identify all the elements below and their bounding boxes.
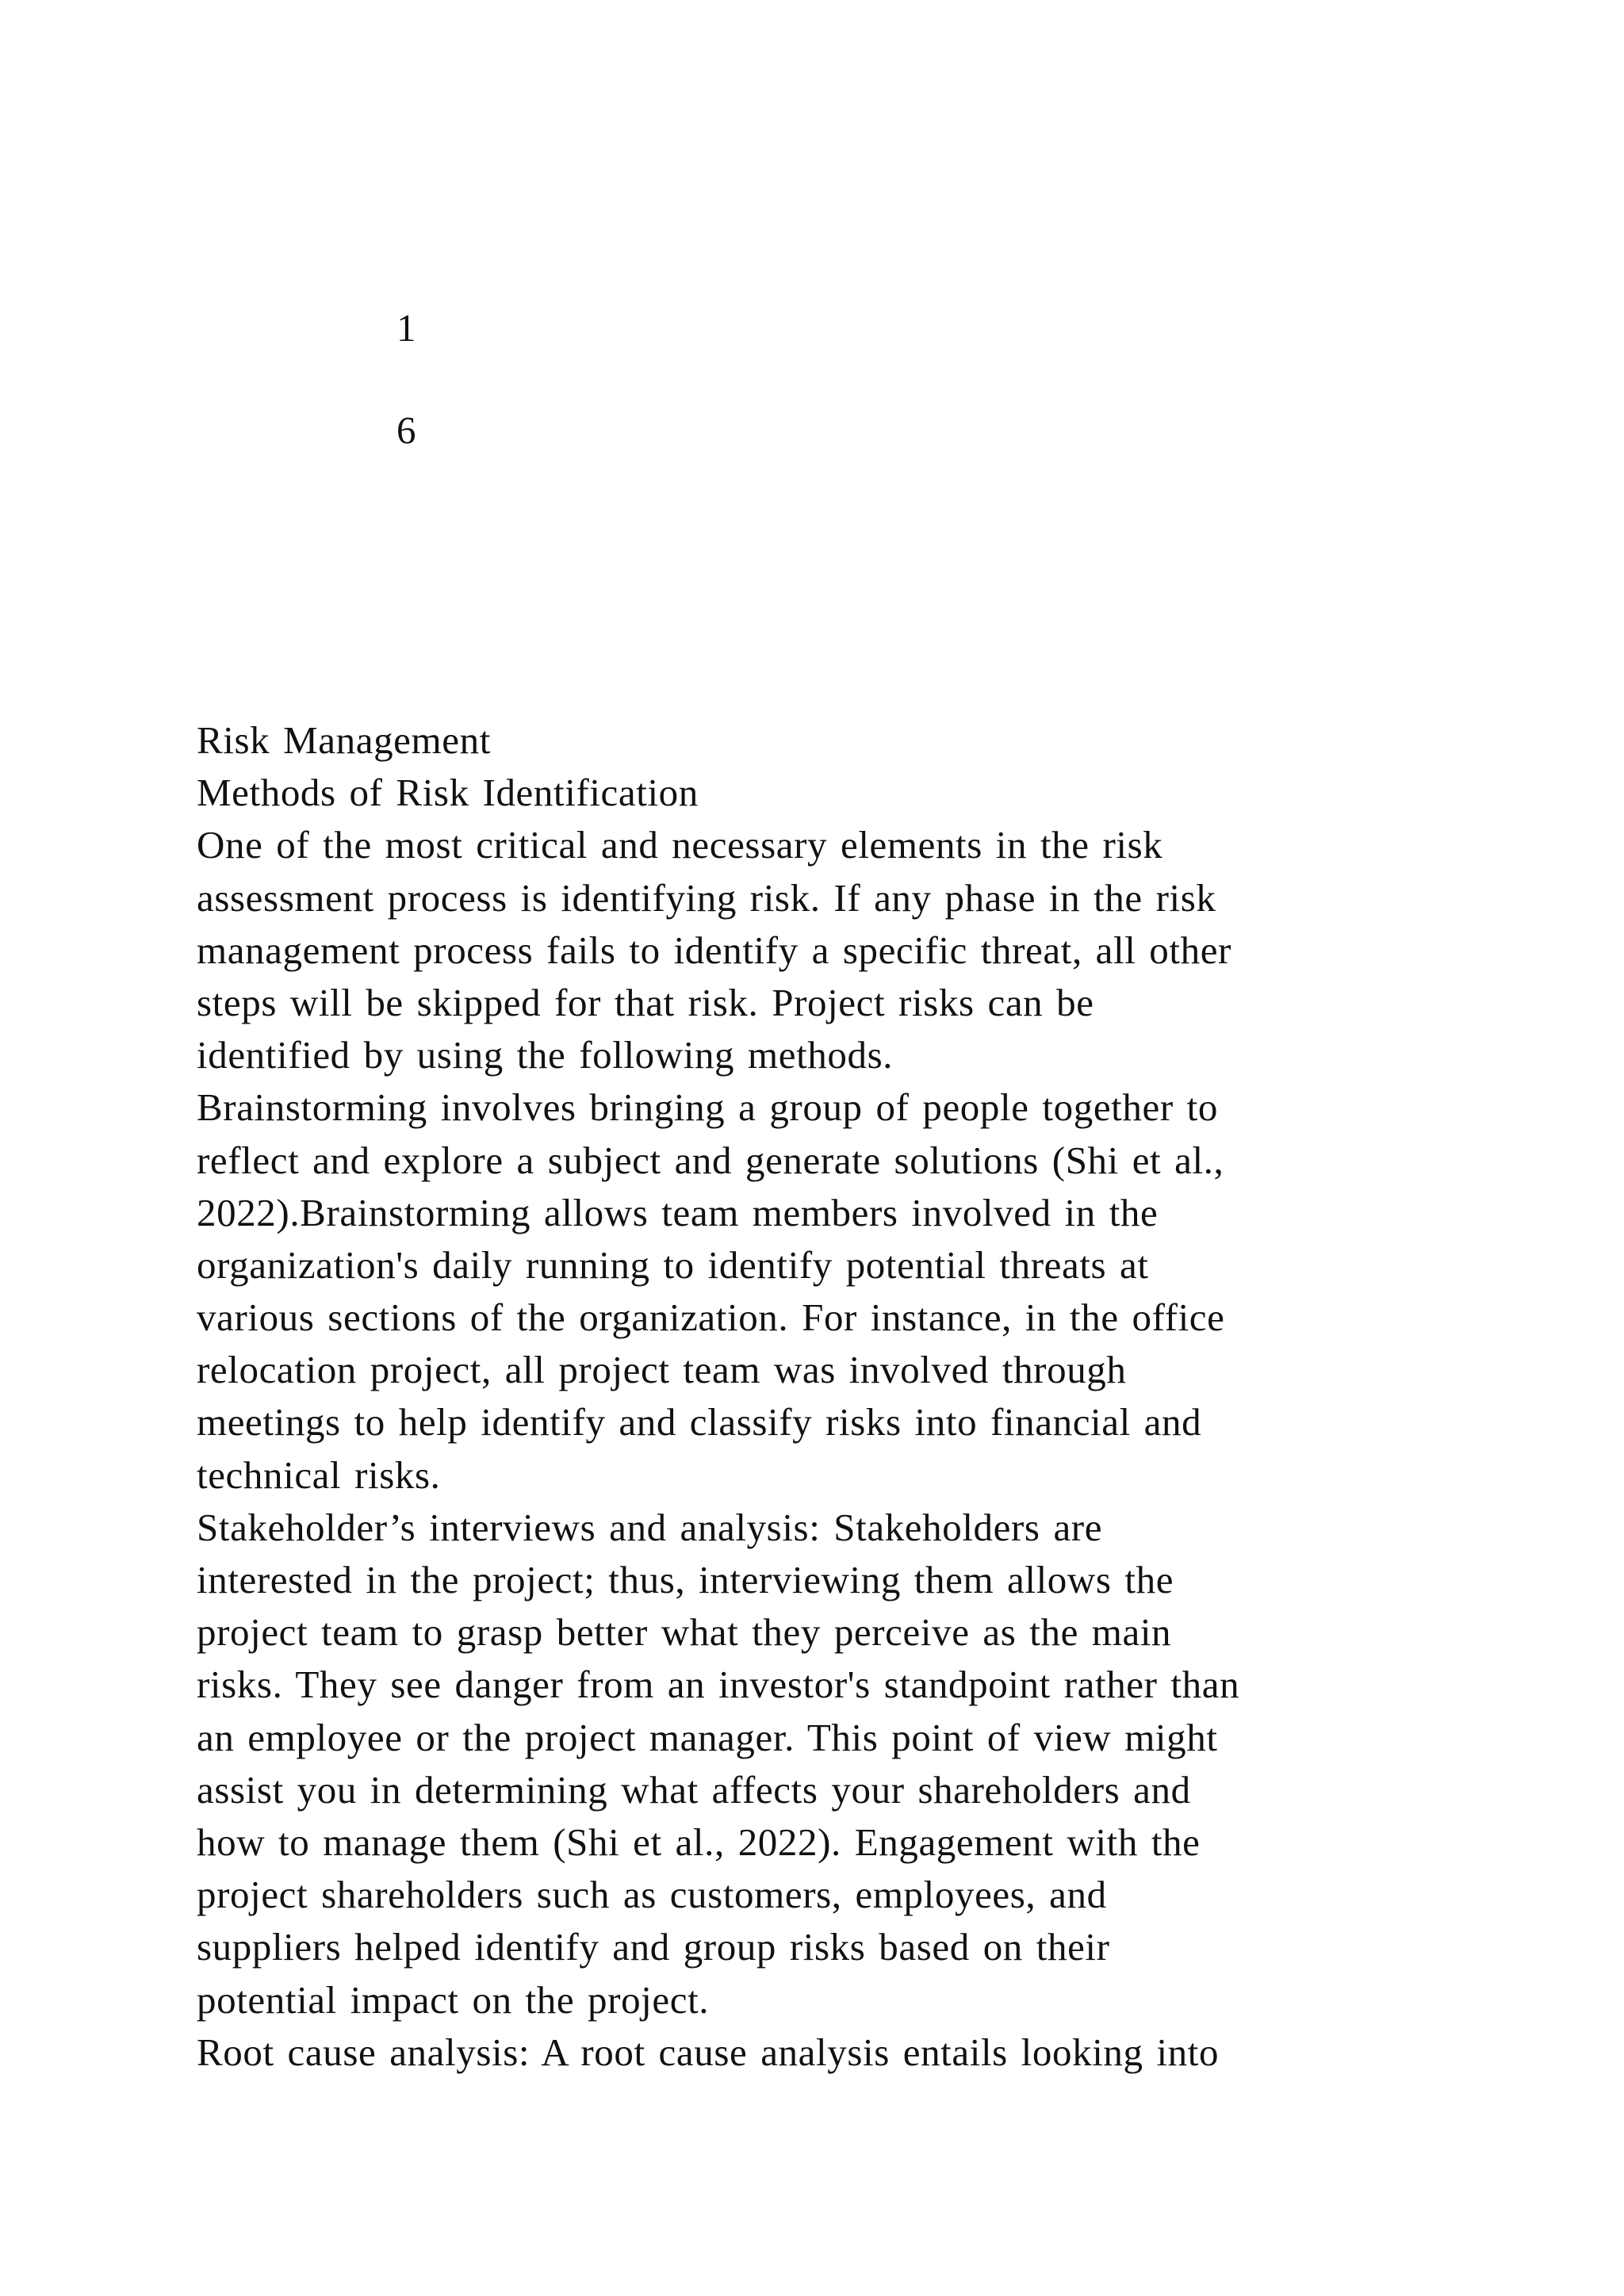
body-line: technical risks. — [197, 1452, 441, 1497]
body-line: assist you in determining what affects your shareholders and — [197, 1767, 1191, 1812]
document-title: Risk Management — [197, 718, 491, 762]
body-line: identified by using the following methods. — [197, 1033, 894, 1077]
body-line: project shareholders such as customers, employees, and — [197, 1873, 1107, 1917]
document-body — [197, 714, 1434, 2079]
body-line: risks. They see danger from an investor's standpoint rather than — [197, 1663, 1240, 1707]
body-line: an employee or the project manager. This point of view might — [197, 1715, 1218, 1759]
page-number-digit-2: 6 — [396, 408, 416, 452]
body-line: relocation project, all project team was involved through — [197, 1348, 1127, 1392]
body-line: potential impact on the project. — [197, 1977, 710, 2022]
body-line: 2022).Brainstorming allows team members involved in the — [197, 1190, 1159, 1234]
body-line: project team to grasp better what they perceive as the main — [197, 1610, 1172, 1655]
section-heading: Methods of Risk Identification — [197, 771, 699, 815]
body-line: Brainstorming involves bringing a group of people together to — [197, 1085, 1218, 1130]
body-line: management process fails to identify a specific threat, all other — [197, 928, 1231, 972]
body-line: steps will be skipped for that risk. Project risks can be — [197, 980, 1094, 1024]
body-line: interested in the project; thus, interviewing them allows the — [197, 1558, 1174, 1601]
body-line: organization's daily running to identify potential threats at — [197, 1242, 1149, 1287]
page-number-digit-1: 1 — [396, 306, 416, 350]
body-line: various sections of the organization. For instance, in the office — [197, 1295, 1225, 1340]
body-line: how to manage them (Shi et al., 2022). Engagement with the — [197, 1820, 1201, 1864]
body-line: One of the most critical and necessary elements in the risk — [197, 823, 1163, 867]
body-line: assessment process is identifying risk. If any phase in the risk — [197, 875, 1216, 920]
body-line: Root cause analysis: A root cause analysis entails looking into — [197, 2030, 1220, 2074]
body-line: reflect and explore a subject and generate solutions (Shi et al., — [197, 1138, 1224, 1182]
body-line: meetings to help identify and classify risks into financial and — [197, 1400, 1202, 1445]
body-line: Stakeholder’s interviews and analysis: Stakeholders are — [197, 1505, 1103, 1549]
body-line: suppliers helped identify and group risks based on their — [197, 1925, 1110, 1969]
